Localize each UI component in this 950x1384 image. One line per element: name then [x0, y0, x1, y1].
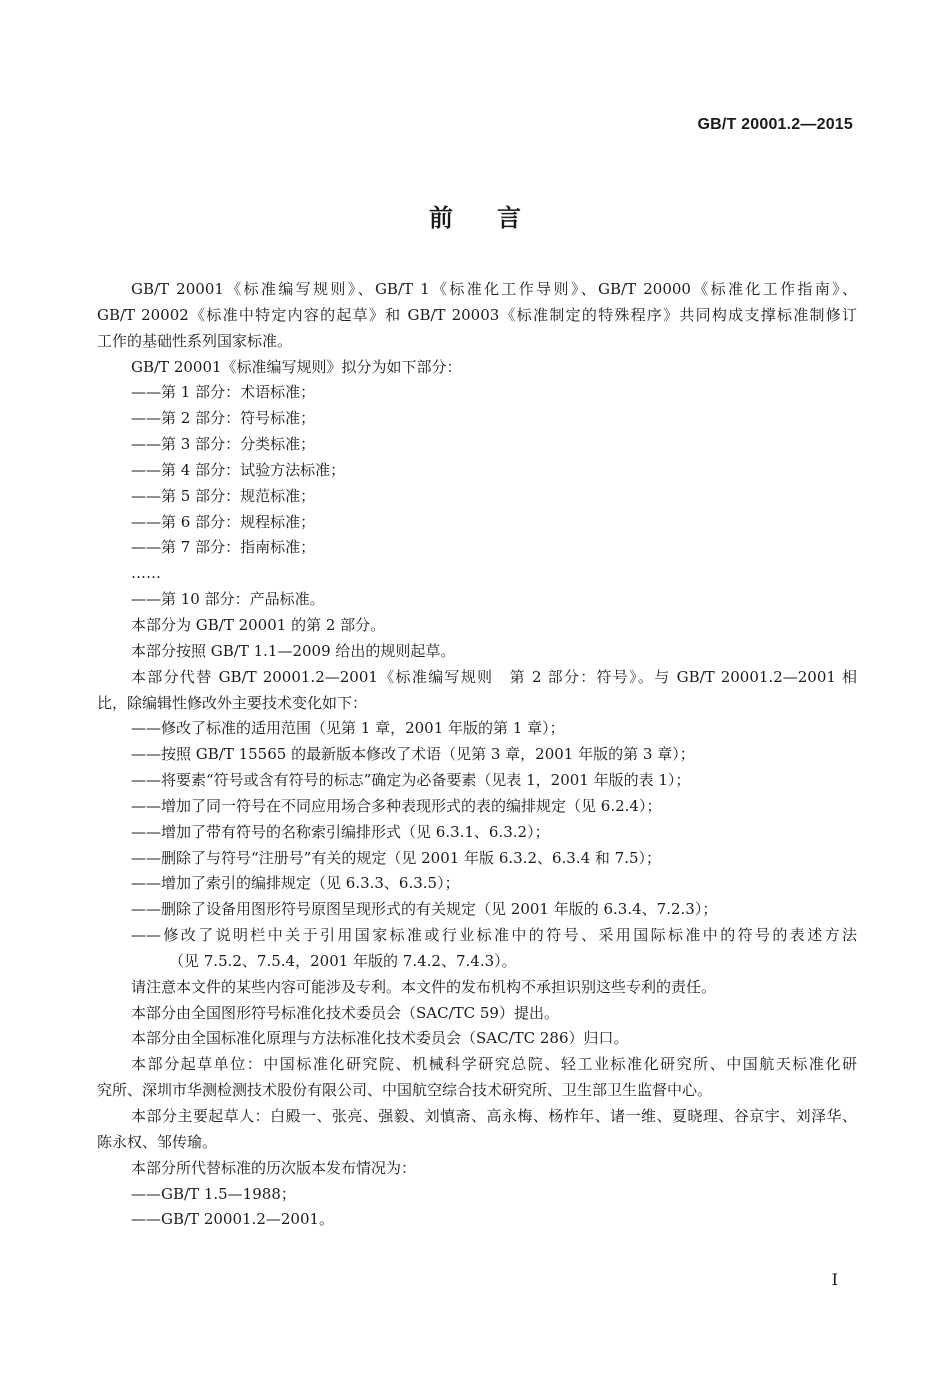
body-line: 本部分主要起草人：白殿一、张亮、强毅、刘慎斋、高永梅、杨柞年、诸一维、夏晓理、谷京宇、刘泽华、 [131, 1107, 857, 1125]
standard-code-header: GB/T 20001.2—2015 [697, 116, 853, 133]
body-line: GB/T 20001《标准编写规则》、GB/T 1《标准化工作导则》、GB/T 20000《标准化工作指南》、 [131, 280, 857, 298]
body-line: ——GB/T 1.5—1988； [131, 1184, 296, 1203]
body-line: ——删除了与符号“注册号”有关的规定（见 2001 年版 6.3.2、6.3.4 和 7.5）； [131, 848, 662, 867]
body-line: …… [131, 564, 161, 583]
body-line: 比，除编辑性修改外主要技术变化如下： [97, 693, 368, 712]
body-line: ——修改了说明栏中关于引用国家标准或行业标准中的符号、采用国际标准中的符号的表述方法 [131, 926, 857, 945]
body-line: ——第 7 部分：指南标准； [131, 538, 316, 557]
body-line: ——第 3 部分：分类标准； [131, 435, 316, 454]
body-line: 本部分由全国标准化原理与方法标准化技术委员会（SAC/TC 286）归口。 [131, 1029, 629, 1048]
body-line: 工作的基础性系列国家标准。 [97, 331, 293, 350]
body-line: GB/T 20002《标准中特定内容的起草》和 GB/T 20003《标准制定的特殊程序》共同构成支撑标准制修订 [97, 305, 857, 324]
body-line: ——第 4 部分：试验方法标准； [131, 460, 346, 479]
body-line: ——GB/T 20001.2—2001。 [131, 1210, 335, 1229]
body-line: 本部分按照 GB/T 1.1—2009 给出的规则起草。 [131, 641, 456, 660]
body-line: GB/T 20001《标准编写规则》拟分为如下部分： [131, 357, 462, 376]
body-line: ——第 10 部分：产品标准。 [131, 590, 325, 609]
body-line: 本部分起草单位：中国标准化研究院、机械科学研究总院、轻工业标准化研究所、中国航天标准化研 [131, 1055, 857, 1074]
body-line: ——修改了标准的适用范围（见第 1 章，2001 年版的第 1 章）； [131, 719, 565, 738]
body-line: ——第 2 部分：符号标准； [131, 409, 316, 428]
body-line: 究所、深圳市华测检测技术股份有限公司、中国航空综合技术研究所、卫生部卫生监督中心。 [97, 1081, 713, 1100]
body-line: ——按照 GB/T 15565 的最新版本修改了术语（见第 3 章，2001 年版的第 3 章）； [131, 745, 695, 764]
body-line: 本部分所代替标准的历次版本发布情况为： [131, 1158, 417, 1177]
body-line: ——增加了带有符号的名称索引编排形式（见 6.3.1、6.3.2）； [131, 822, 550, 841]
body-line: ——第 1 部分：术语标准； [131, 383, 316, 402]
body-line: 陈永权、邹传瑜。 [97, 1132, 218, 1151]
page-title: 前言 [429, 204, 565, 232]
body-line: ——增加了同一符号在不同应用场合多种表现形式的表的编排规定（见 6.2.4）； [131, 796, 662, 815]
body-line: （见 7.5.2、7.5.4，2001 年版的 7.4.2、7.4.3）。 [169, 951, 517, 970]
body-line: 本部分代替 GB/T 20001.2—2001《标准编写规则 第 2 部分：符号》。与 GB/T 20001.2—2001 相 [131, 667, 857, 686]
body-line: ——第 6 部分：规程标准； [131, 512, 316, 531]
body-line: 本部分为 GB/T 20001 的第 2 部分。 [131, 615, 386, 634]
body-line: ——增加了索引的编排规定（见 6.3.3、6.3.5）； [131, 874, 460, 893]
page-number: I [831, 1270, 838, 1289]
body-line: 请注意本文件的某些内容可能涉及专利。本文件的发布机构不承担识别这些专利的责任。 [131, 977, 717, 996]
foreword-body [97, 277, 857, 1233]
body-line: ——删除了设备用图形符号原图呈现形式的有关规定（见 2001 年版的 6.3.4、7.2.3）； [131, 900, 718, 919]
body-line: ——第 5 部分：规范标准； [131, 486, 316, 505]
body-line: ——将要素“符号或含有符号的标志”确定为必备要素（见表 1，2001 年版的表 1）； [131, 771, 691, 790]
body-line: 本部分由全国图形符号标准化技术委员会（SAC/TC 59）提出。 [131, 1003, 559, 1022]
